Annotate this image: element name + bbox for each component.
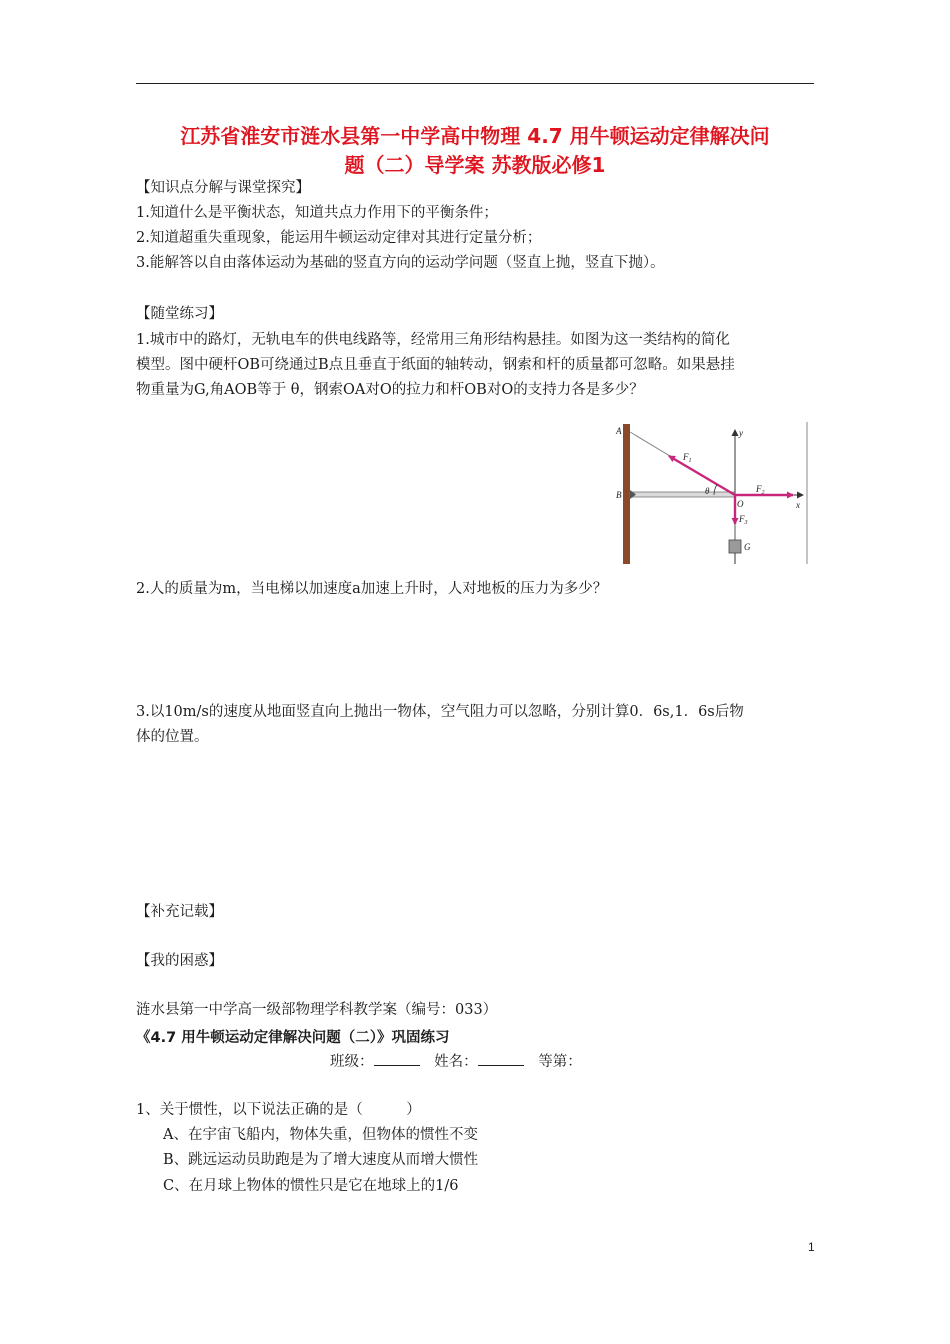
confusion-heading: 【我的困惑】 bbox=[136, 953, 223, 969]
class-label: 班级： bbox=[330, 1054, 374, 1070]
label-f3: $F_3$ bbox=[739, 514, 748, 526]
knowledge-item-1: 1.知道什么是平衡状态，知道共点力作用下的平衡条件； bbox=[136, 205, 498, 221]
label-b: B bbox=[616, 490, 622, 500]
title-line-2: 题（二）导学案 苏教版必修1 bbox=[344, 153, 606, 177]
exercise-q1-option-c: C、在月球上物体的惯性只是它在地球上的1/6 bbox=[163, 1178, 459, 1194]
title-line-1: 江苏省淮安市涟水县第一中学高中物理 4.7 用牛顿运动定律解决问 bbox=[180, 124, 770, 148]
exercise-title: 《4.7 用牛顿运动定律解决问题（二）》巩固练习 bbox=[136, 1030, 450, 1046]
force-diagram bbox=[607, 420, 810, 566]
label-f1: $F_1$ bbox=[683, 452, 692, 464]
question-1-line-3: 物重量为G,角AOB等于 θ，钢索OA对O的拉力和杆OB对O的支持力各是多少？ bbox=[136, 382, 644, 398]
label-theta: θ bbox=[705, 486, 710, 496]
question-3-line-1: 3.以10m/s的速度从地面竖直向上抛出一物体，空气阻力可以忽略，分别计算0．6s,1．6s后物 bbox=[136, 704, 744, 720]
label-f2: $F_2$ bbox=[756, 484, 765, 496]
exercise-q1-option-b: B、跳远运动员助跑是为了增大速度从而增大惯性 bbox=[163, 1152, 479, 1168]
class-blank bbox=[374, 1051, 420, 1066]
rod-ob bbox=[630, 492, 735, 497]
student-info bbox=[330, 1051, 582, 1072]
practice-heading: 【随堂练习】 bbox=[136, 306, 223, 322]
knowledge-item-2: 2.知道超重失重现象，能运用牛顿运动定律对其进行定量分析； bbox=[136, 230, 542, 246]
question-3-line-2: 体的位置。 bbox=[136, 729, 209, 745]
wall bbox=[623, 424, 630, 564]
label-a: A bbox=[616, 426, 622, 436]
header-rule bbox=[136, 83, 814, 84]
hinge-icon bbox=[630, 490, 636, 499]
force-f1-arrow bbox=[669, 456, 735, 495]
question-1-line-2: 模型。图中硬杆OB可绕通过B点且垂直于纸面的轴转动，钢索和杆的质量都可忽略。如果悬挂 bbox=[136, 357, 735, 373]
exercise-q1-option-a: A、在宇宙飞船内，物体失重，但物体的惯性不变 bbox=[163, 1127, 478, 1143]
exercise-q1-stem: 1、关于惯性，以下说法正确的是（ ） bbox=[136, 1102, 421, 1118]
name-label: 姓名： bbox=[434, 1054, 478, 1070]
label-g: G bbox=[744, 542, 751, 552]
label-x: x bbox=[796, 500, 800, 510]
knowledge-heading: 【知识点分解与课堂探究】 bbox=[136, 180, 310, 196]
label-y: y bbox=[739, 428, 743, 438]
name-blank bbox=[478, 1051, 524, 1066]
page-number: 1 bbox=[808, 1240, 815, 1254]
document-title bbox=[136, 122, 814, 180]
question-2: 2.人的质量为m，当电梯以加速度a加速上升时，人对地板的压力为多少？ bbox=[136, 581, 608, 597]
knowledge-item-3: 3.能解答以自由落体运动为基础的竖直方向的运动学问题（竖直上抛，竖直下抛）。 bbox=[136, 255, 665, 271]
school-line: 涟水县第一中学高一级部物理学科教学案（编号：033） bbox=[136, 1002, 498, 1018]
weight-block bbox=[729, 540, 741, 553]
supplement-heading: 【补充记载】 bbox=[136, 904, 223, 920]
question-1-line-1: 1.城市中的路灯，无轨电车的供电线路等，经常用三角形结构悬挂。如图为这一类结构的简化 bbox=[136, 332, 730, 348]
grade-label: 等第： bbox=[538, 1054, 582, 1070]
label-o: O bbox=[737, 499, 744, 509]
